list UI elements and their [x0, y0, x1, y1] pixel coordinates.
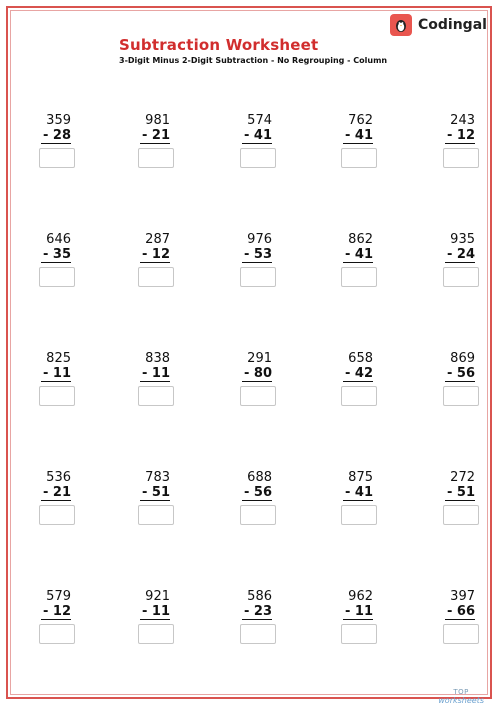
subtrahend-value: - 51: [141, 485, 170, 500]
subtrahend: [228, 247, 272, 262]
subtrahend-value: - 28: [42, 128, 71, 143]
subtrahend: [126, 247, 170, 262]
minuend: 287: [145, 232, 170, 247]
minuend: 981: [145, 113, 170, 128]
subtrahend: [329, 604, 373, 619]
subtrahend-value: - 41: [344, 485, 373, 500]
answer-box[interactable]: [443, 505, 479, 525]
subtrahend-value: - 80: [243, 366, 272, 381]
answer-box[interactable]: [443, 267, 479, 287]
worksheet-title: Subtraction Worksheet: [119, 36, 319, 54]
answer-box[interactable]: [138, 505, 174, 525]
minuend: 359: [46, 113, 71, 128]
subtraction-problem: [431, 589, 475, 619]
subtraction-problem: [228, 470, 272, 500]
subtrahend-value: - 42: [344, 366, 373, 381]
subtrahend: [431, 485, 475, 500]
answer-box[interactable]: [341, 386, 377, 406]
subtrahend-value: - 21: [141, 128, 170, 143]
subtrahend: [126, 366, 170, 381]
subtrahend: [228, 128, 272, 143]
subtrahend: [126, 604, 170, 619]
subtrahend-value: - 66: [446, 604, 475, 619]
minuend: 875: [348, 470, 373, 485]
answer-box[interactable]: [39, 624, 75, 644]
subtrahend-value: - 12: [42, 604, 71, 619]
minuend: 646: [46, 232, 71, 247]
subtrahend-value: - 56: [446, 366, 475, 381]
subtraction-problem: [329, 113, 373, 143]
subtrahend: [329, 485, 373, 500]
minuend: 921: [145, 589, 170, 604]
subtraction-problem: [126, 232, 170, 262]
subtrahend: [126, 485, 170, 500]
subtraction-problem: [228, 351, 272, 381]
subtrahend-value: - 56: [243, 485, 272, 500]
subtrahend-value: - 51: [446, 485, 475, 500]
subtraction-problem: [431, 113, 475, 143]
minuend: 586: [247, 589, 272, 604]
answer-box[interactable]: [240, 267, 276, 287]
minuend: 825: [46, 351, 71, 366]
subtrahend: [27, 247, 71, 262]
subtrahend-value: - 23: [243, 604, 272, 619]
answer-box[interactable]: [138, 148, 174, 168]
subtrahend: [27, 485, 71, 500]
minuend: 397: [450, 589, 475, 604]
minuend: 962: [348, 589, 373, 604]
subtrahend-value: - 11: [344, 604, 373, 619]
minuend: 862: [348, 232, 373, 247]
subtraction-problem: [329, 589, 373, 619]
subtrahend: [126, 128, 170, 143]
subtraction-problem: [431, 470, 475, 500]
subtrahend-value: - 24: [446, 247, 475, 262]
subtraction-problem: [27, 470, 71, 500]
subtraction-problem: [27, 589, 71, 619]
subtraction-problem: [329, 351, 373, 381]
subtrahend: [228, 604, 272, 619]
answer-box[interactable]: [138, 267, 174, 287]
subtrahend-value: - 12: [446, 128, 475, 143]
subtrahend: [329, 366, 373, 381]
subtrahend-value: - 11: [141, 604, 170, 619]
minuend: 536: [46, 470, 71, 485]
answer-box[interactable]: [341, 505, 377, 525]
subtraction-problem: [126, 589, 170, 619]
subtraction-problem: [228, 589, 272, 619]
minuend: 291: [247, 351, 272, 366]
subtraction-problem: [228, 113, 272, 143]
brand-name: Codingal: [418, 17, 487, 33]
subtrahend: [27, 128, 71, 143]
subtrahend: [431, 247, 475, 262]
subtraction-problem: [126, 470, 170, 500]
subtraction-problem: [431, 351, 475, 381]
subtraction-problem: [27, 113, 71, 143]
subtrahend-value: - 41: [344, 247, 373, 262]
answer-box[interactable]: [240, 505, 276, 525]
answer-box[interactable]: [341, 148, 377, 168]
answer-box[interactable]: [39, 267, 75, 287]
footer-logo-top: TOP: [453, 688, 469, 696]
subtraction-problem: [228, 232, 272, 262]
answer-box[interactable]: [138, 386, 174, 406]
answer-box[interactable]: [240, 624, 276, 644]
minuend: 869: [450, 351, 475, 366]
subtrahend: [329, 128, 373, 143]
answer-box[interactable]: [443, 148, 479, 168]
subtraction-problem: [27, 351, 71, 381]
subtrahend-value: - 12: [141, 247, 170, 262]
subtrahend: [228, 366, 272, 381]
answer-box[interactable]: [138, 624, 174, 644]
minuend: 762: [348, 113, 373, 128]
minuend: 574: [247, 113, 272, 128]
minuend: 658: [348, 351, 373, 366]
minuend: 783: [145, 470, 170, 485]
subtrahend: [27, 604, 71, 619]
answer-box[interactable]: [240, 386, 276, 406]
subtraction-problem: [329, 470, 373, 500]
minuend: 243: [450, 113, 475, 128]
minuend: 838: [145, 351, 170, 366]
answer-box[interactable]: [39, 505, 75, 525]
minuend: 579: [46, 589, 71, 604]
subtrahend: [431, 604, 475, 619]
minuend: 935: [450, 232, 475, 247]
worksheet-subtitle: 3-Digit Minus 2-Digit Subtraction - No Regrouping - Column: [119, 56, 388, 65]
minuend: 976: [247, 232, 272, 247]
subtrahend-value: - 41: [243, 128, 272, 143]
subtrahend-value: - 35: [42, 247, 71, 262]
subtraction-problem: [126, 351, 170, 381]
subtrahend: [431, 366, 475, 381]
subtraction-problem: [329, 232, 373, 262]
subtrahend: [431, 128, 475, 143]
subtrahend: [329, 247, 373, 262]
footer-logo: [438, 688, 484, 705]
subtrahend: [228, 485, 272, 500]
answer-box[interactable]: [443, 624, 479, 644]
minuend: 688: [247, 470, 272, 485]
subtrahend-value: - 53: [243, 247, 272, 262]
subtrahend-value: - 41: [344, 128, 373, 143]
subtrahend-value: - 11: [42, 366, 71, 381]
subtrahend-value: - 11: [141, 366, 170, 381]
minuend: 272: [450, 470, 475, 485]
answer-box[interactable]: [39, 148, 75, 168]
answer-box[interactable]: [443, 386, 479, 406]
answer-box[interactable]: [240, 148, 276, 168]
footer-logo-text: worksheets: [438, 696, 484, 705]
answer-box[interactable]: [341, 624, 377, 644]
subtrahend-value: - 21: [42, 485, 71, 500]
subtraction-problem: [27, 232, 71, 262]
subtraction-problem: [431, 232, 475, 262]
subtraction-problem: [126, 113, 170, 143]
answer-box[interactable]: [341, 267, 377, 287]
subtrahend: [27, 366, 71, 381]
answer-box[interactable]: [39, 386, 75, 406]
